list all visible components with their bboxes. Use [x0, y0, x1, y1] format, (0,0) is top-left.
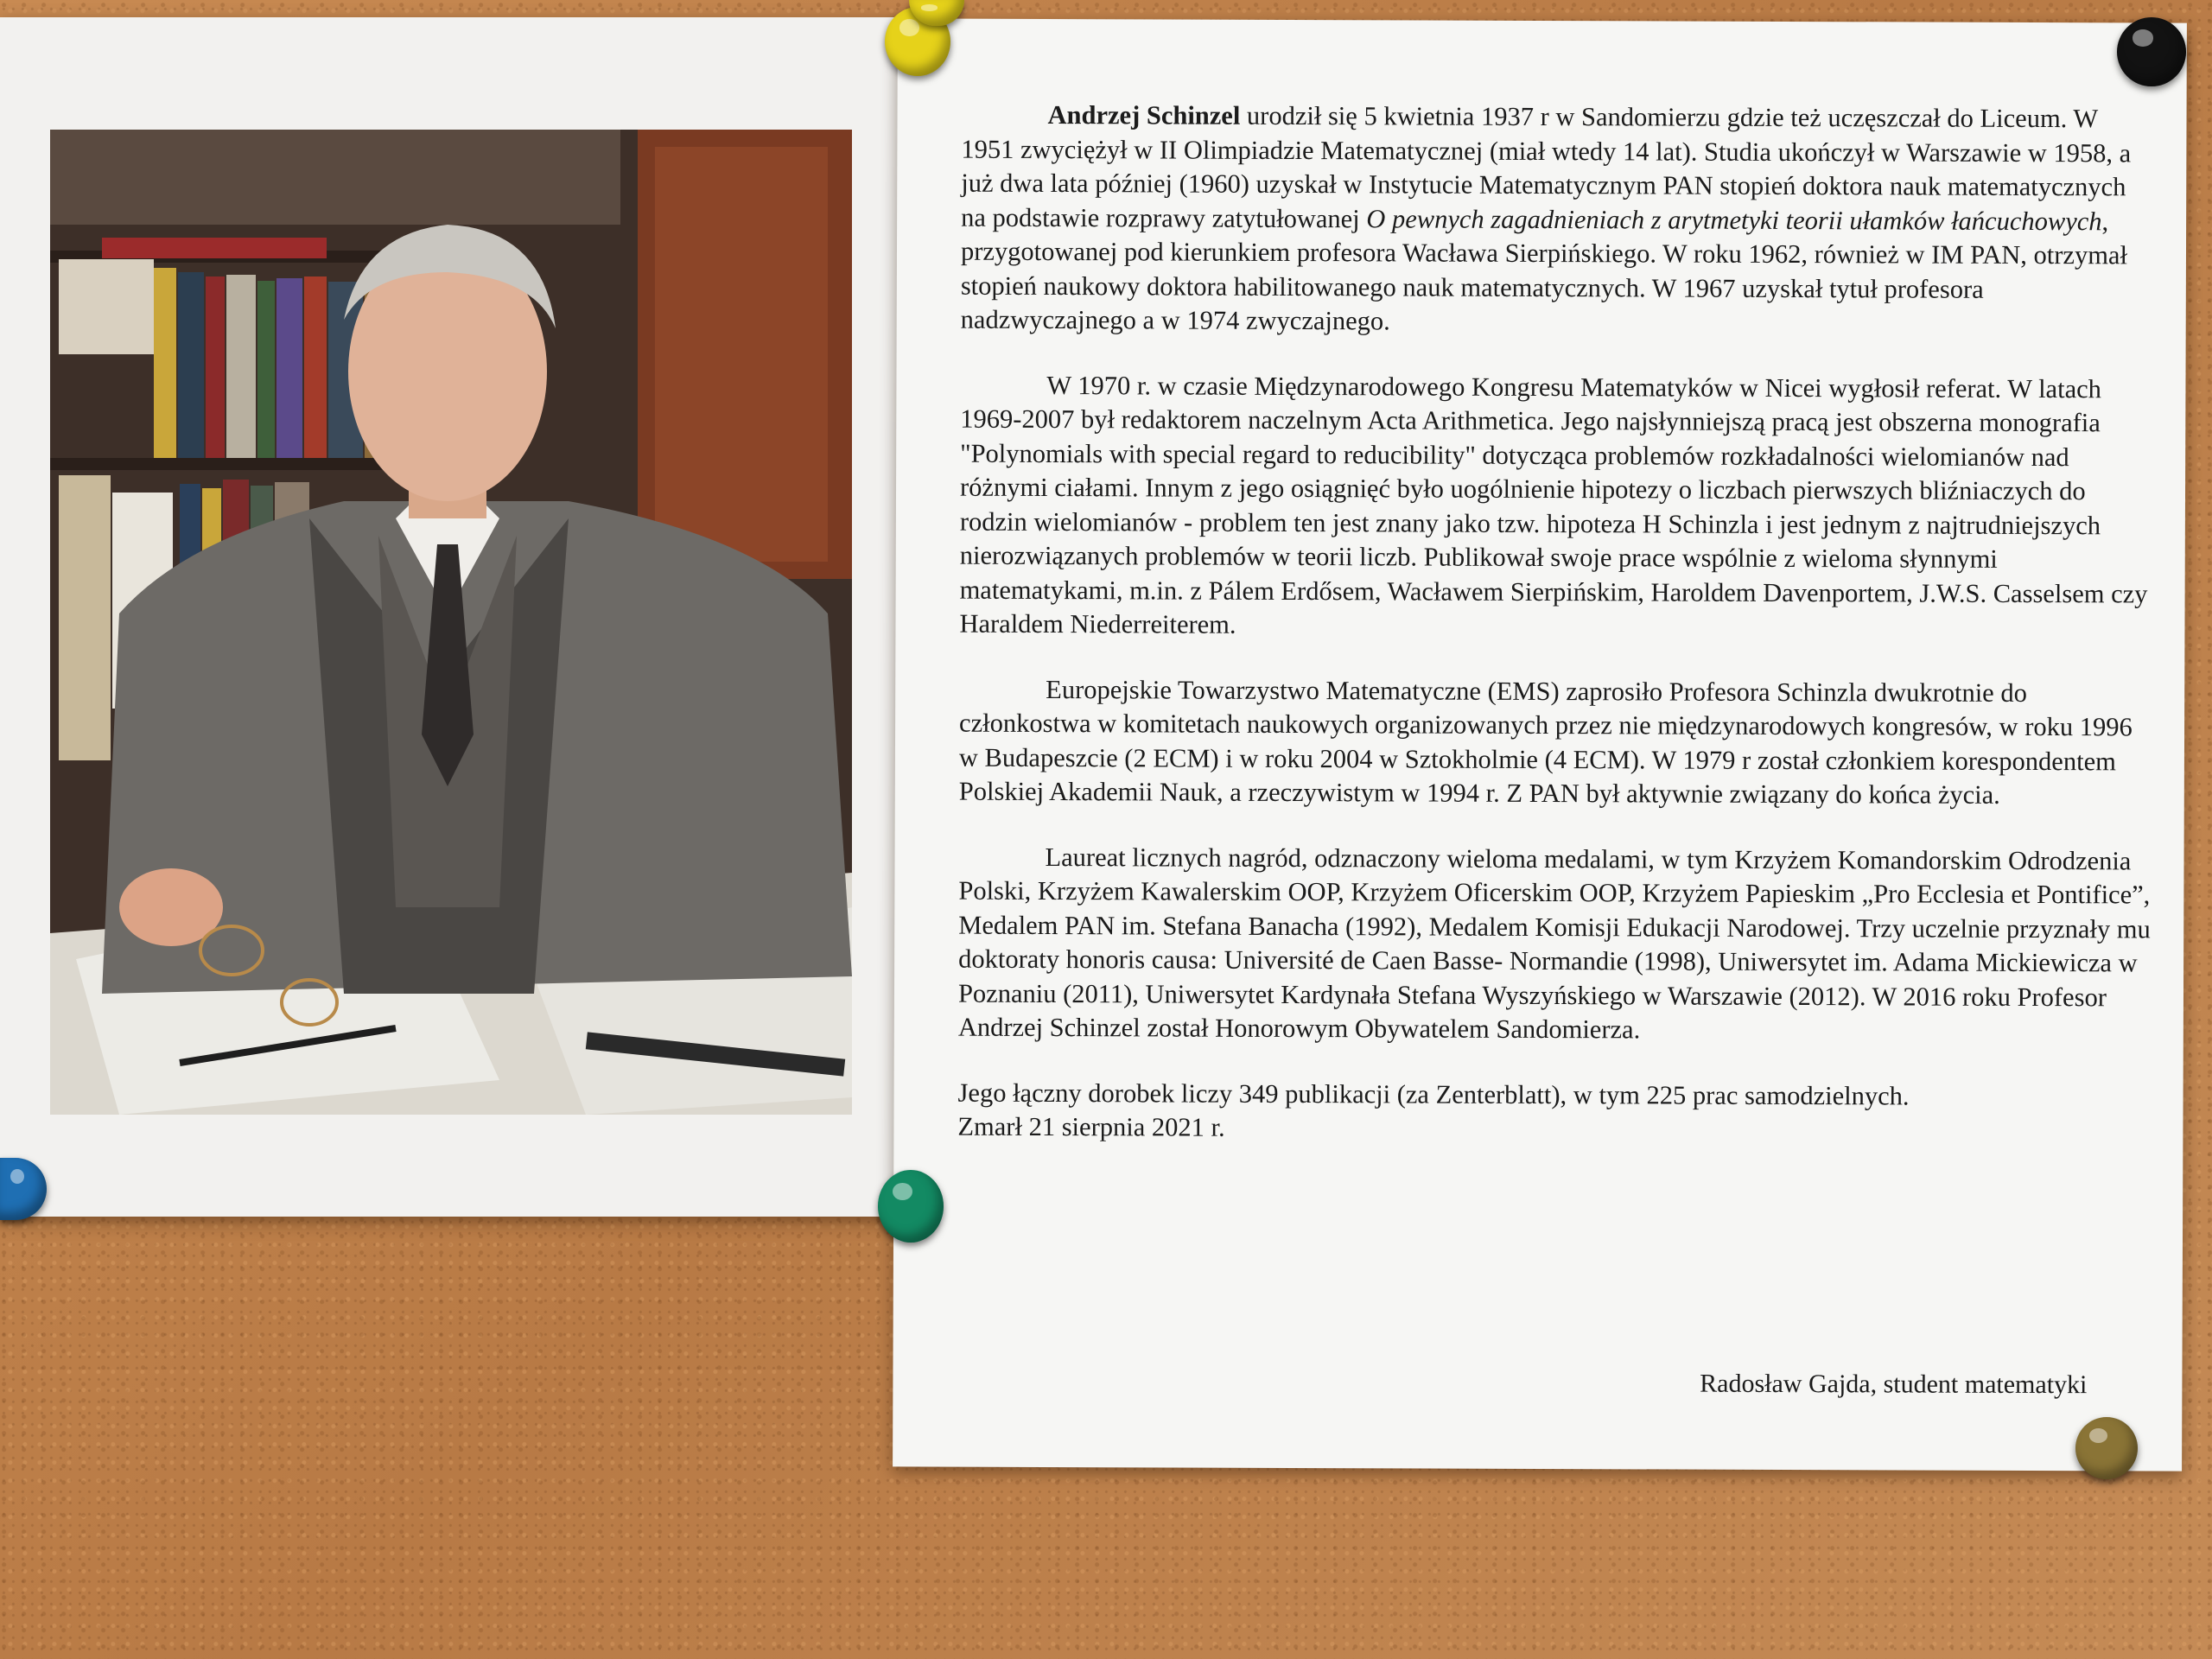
paragraph-1: Andrzej Schinzel urodził się 5 kwietnia 1937 r w Sandomierzu gdzie też uczęszczał do Liceum. W 1951 zwyciężył w II Olimpiadzie Matematycznej (miał wtedy 14 lat). Studia ukończył w Warszawie w 1958, a już dwa lata później (1960) uzyskał w Instytucie Matematycznym PAN stopień doktora nauk matematycznych na podstawie rozprawy zatytułowanej O pewnych zagadnieniach z arytmetyki teorii ułamków łańcuchowych, przygotowanej pod kierunkiem profesora Wacława Sierpińskiego. W roku 1962, również w IM PAN, otrzymał stopień naukowy doktora habilitowanego nauk matematycznych. W 1967 uzyskał tytuł profesora nadzwyczajnego a w 1974 zwyczajnego.	[960, 100, 2132, 336]
biography-sheet	[893, 18, 2187, 1471]
paragraph-5: Jego łączny dorobek liczy 349 publikacji (za Zenterblatt), w tym 225 prac samodzielnych. Zmarł 21 sierpnia 2021 r.	[957, 1077, 1910, 1142]
portrait-illustration	[50, 130, 852, 1115]
bronze-pin	[2075, 1417, 2138, 1479]
paragraph-3: Europejskie Towarzystwo Matematyczne (EMS) zaprosiło Profesora Schinzla dwukrotnie do członkostwa w komitetach naukowych organizowanych przez nie międzynarodowych kongresów, w roku 1996 w Budapeszcie (2 ECM) i w roku 2004 w Sztokholmie (4 ECM). W 1979 r został członkiem korespondentem Polskiej Akademii Nauk, a rzeczywistym w 1994 r. Z PAN był aktywnie związany do końca życia.	[958, 674, 2133, 810]
author-signature: Radosław Gajda, student matematyki	[1700, 1369, 2088, 1400]
black-pin	[2117, 17, 2186, 86]
paragraph-4: Laureat licznych nagród, odznaczony wieloma medalami, w tym Krzyżem Komandorskim Odrodzenia Polski, Krzyżem Kawalerskim OOP, Krzyżem Oficerskim OOP, Krzyżem Papieskim „Pro Ecclesia et Pontifice”, Medalem PAN im. Stefana Banacha (1992), Medalem Komisji Edukacji Narodowej. Trzy uczelnie przyznały mu doktoraty honoris causa: Université de Caen Basse- Normandie (1998), Uniwersytet im. Adama Mickiewicza w Poznaniu (2011), Uniwersytet Kardynała Stefana Wyszyńskiego w Warszawie (2012). W 2016 roku Profesor Andrzej Schinzel został Honorowym Obywatelem Sandomierza.	[957, 842, 2151, 1045]
biography-text	[957, 99, 2153, 1179]
photo-sheet	[0, 17, 942, 1217]
paragraph-2: W 1970 r. w czasie Międzynarodowego Kongresu Matematyków w Nicei wygłosił referat. W latach 1969-2007 był redaktorem naczelnym Acta Arithmetica. Jego najsłynniejszą pracą jest obszerna monografia "Polynomials with special regard to reducibility" dotycząca problemów rozkładalności wielomianów nad różnymi ciałami. Innym z jego osiągnięć było uogólnienie hipotezy o liczbach pierwszych bliźniaczych do rodzin wielomianów - problem ten jest znany jako tzw. hipoteza H Schinzla i jest jednym z najtrudniejszych nierozwiązanych problemów w teorii liczb. Publikował swoje prace wspólnie z wieloma słynnymi matematykami, m.in. z Pálem Erdősem, Wacławem Sierpińskim, Haroldem Davenportem, J.W.S. Casselsem czy Haraldem Niederreiterem.	[959, 370, 2148, 639]
dissertation-title: O pewnych zagadnieniach z arytmetyki teorii ułamków łańcuchowych	[1366, 203, 2102, 236]
person-name: Andrzej Schinzel	[1047, 100, 1241, 130]
green-pin	[878, 1170, 944, 1243]
portrait-photo	[50, 130, 852, 1115]
